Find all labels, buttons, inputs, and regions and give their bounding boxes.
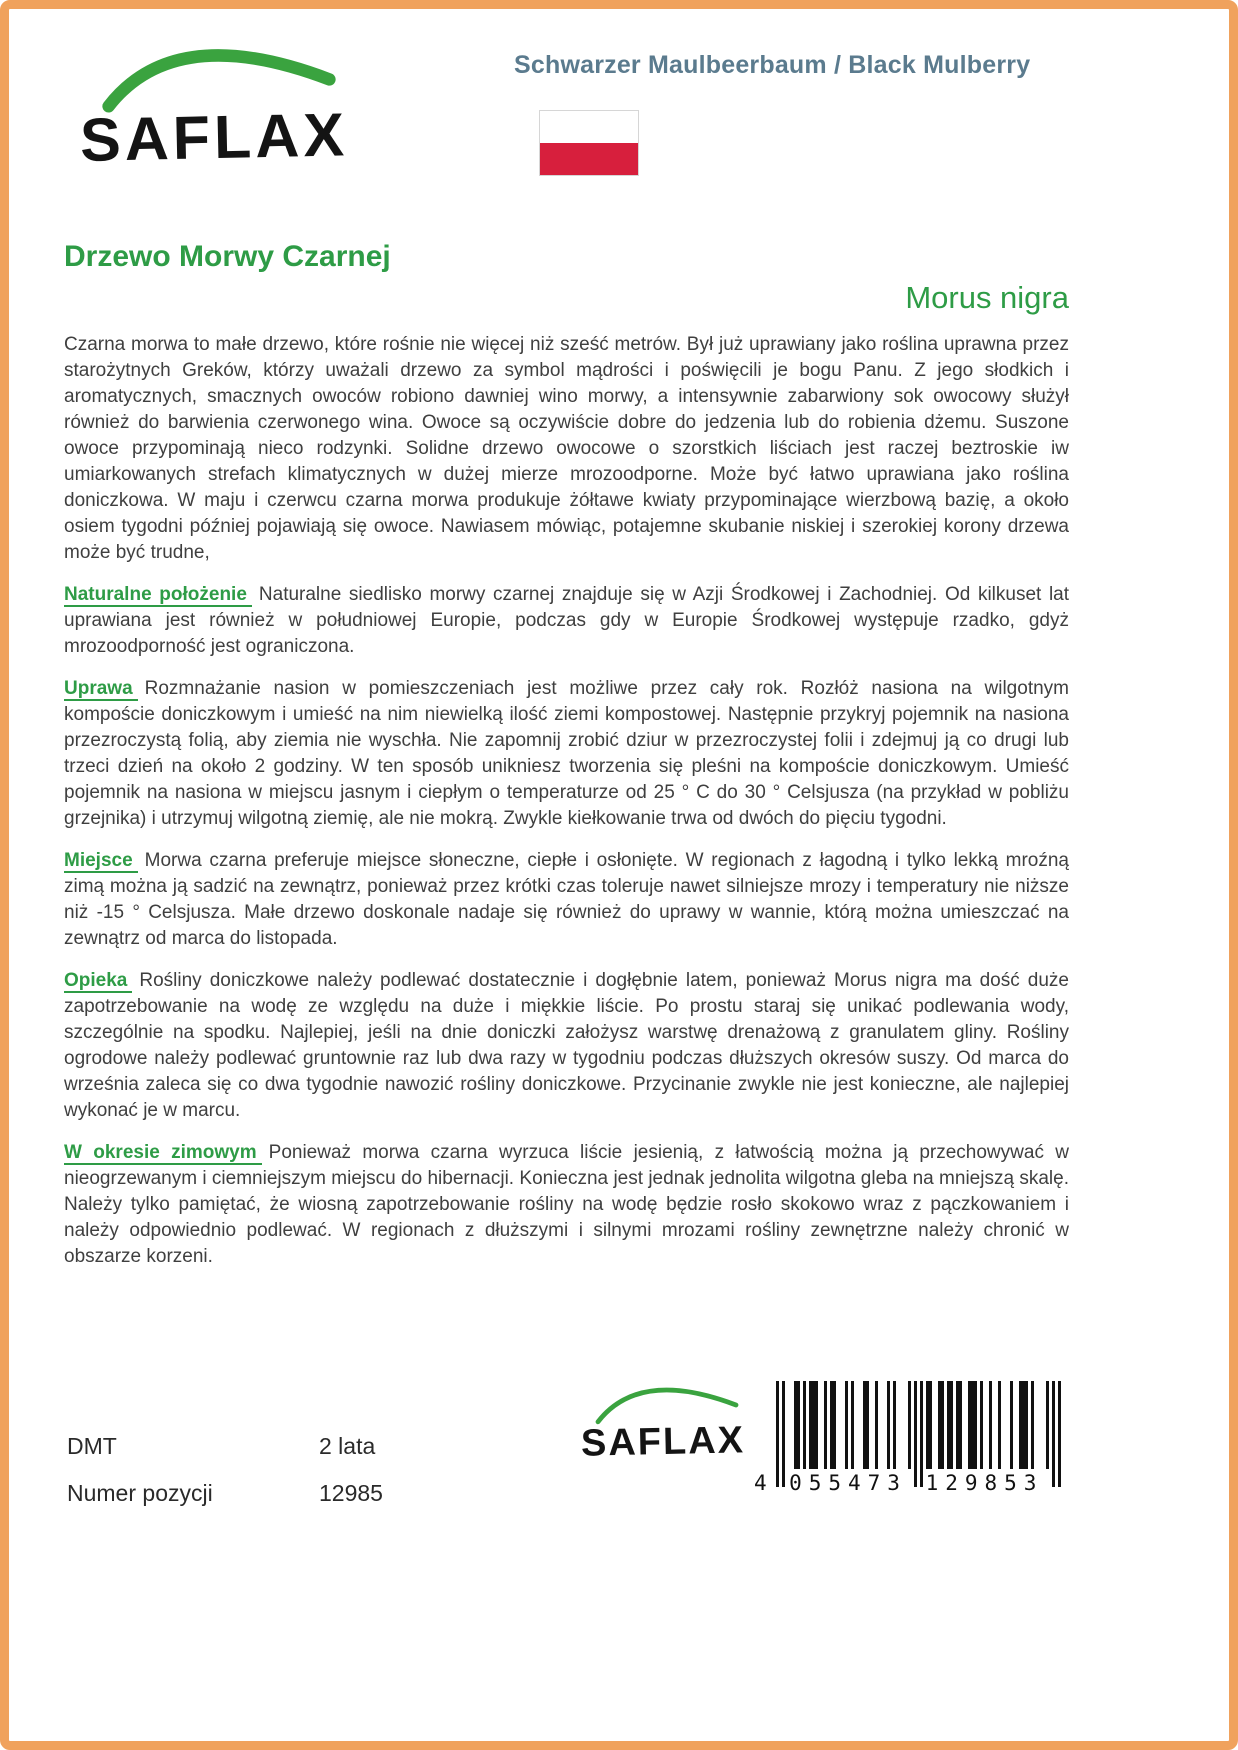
poland-flag [539, 110, 639, 176]
section-heading: Miejsce [64, 850, 138, 873]
header [64, 37, 1229, 176]
intro-paragraph: Czarna morwa to małe drzewo, które rośnie nie więcej niż sześć metrów. Był już uprawiany jako roślina uprawna przez starożytnych Greków, którzy uważali drzewo za symbol mądrości i poświęcili je bogu Panu. Z jego słodkich i aromatycznych, smacznych owoców robiono dawniej wino morwy, a intensywnie zabarwiony sok owocowy służył również do barwienia czerwonego wina. Owoce są oczywiście dobre do jedzenia lub do robienia dżemu. Suszone owoce przypominają nieco rodzynki. Solidne drzewo owocowe o szorstkich liściach jest raczej beztroskie iw umiarkowanych strefach klimatycznych w dużej mierze mrozoodporne. Może być łatwo uprawiana jako roślina doniczkowa. W maju i czerwcu czarna morwa produkuje żółtawe kwiaty przypominające wierzbową bazię, a około osiem tygodni później pojawiają się owoce. Nawiasem mówiąc, potajemne skubanie niskiej i szerokiej korony drzewa może być trudne, [64, 334, 1069, 563]
section-paragraph [64, 582, 1069, 660]
brand-name: SAFLAX [580, 1419, 746, 1465]
section-paragraph [64, 848, 1069, 952]
product-title: Schwarzer Maulbeerbaum / Black Mulberry [514, 51, 1031, 79]
section-paragraph [64, 676, 1069, 832]
section-heading: Uprawa [64, 678, 138, 701]
latin-name: Morus nigra [905, 280, 1069, 315]
flag-red-stripe [540, 143, 638, 175]
section-text: Naturalne siedlisko morwy czarnej znajduje się w Azji Środkowej i Zachodniej. Od kilkuset lat uprawiana jest również w południowej Europie, podczas gdy w Europie Środkowej występuje rzadko, gdyż mrozoodporność jest ograniczona. [64, 584, 1070, 657]
section-text: Ponieważ morwa czarna wyrzuca liście jesienią, z łatwością można ją przechowywać w nieogrzewanym i ciemniejszym miejscu do hibernacji. Konieczna jest jednak jednolita wilgotna gleba na mniejszą skalę. Należy tylko pamiętać, że wiosną zapotrzebowanie rośliny na wodę będzie rosło skokowo wraz z pączkowaniem i należy odpowiednio podlewać. W regionach z dłuższymi i silnymi mrozami rośliny zewnętrzne należy chronić w obszarze korzeni. [64, 1142, 1069, 1267]
footer-meta [67, 1433, 383, 1527]
barcode-digit-first: 4 [754, 1471, 767, 1495]
page-title: Drzewo Morwy Czarnej [64, 240, 391, 273]
section-heading: Naturalne położenie [64, 584, 252, 607]
section-paragraph [64, 968, 1069, 1124]
section-text: Rośliny doniczkowe należy podlewać dostatecznie i dogłębnie latem, ponieważ Morus nigra ma dość duże zapotrzebowanie na wodę ze względu na duże i miękkie liście. Po prostu staraj się unikać podlewania wody, szczególnie na spodku. Najlepiej, jeśli na dnie doniczki założysz warstwę drenażową z granulatem gliny. Rośliny ogrodowe należy podlewać gruntownie raz lub dwa razy w tygodniu podczas dłuższych okresów suszy. Od marca do września zaleca się co dwa tygodnie nawozić rośliny doniczkowe. Przycinanie zwykle nie jest konieczne, ale najlepiej wykonać je w marcu. [64, 970, 1069, 1121]
dmt-row [67, 1433, 383, 1459]
item-number-row [67, 1480, 383, 1506]
footer-brand-logo [579, 1381, 746, 1465]
section-text: Morwa czarna preferuje miejsce słoneczne, ciepłe i osłonięte. W regionach z łagodną i tylko lekką mroźną zimą można ją sadzić na zewnątrz, ponieważ przez krótki czas toleruje nawet silniejsze mrozy i temperatury nie niższe niż -15 ° Celsjusza. Małe drzewo doskonale nadaje się również do uprawy w wannie, którą można umieszczać na zewnątrz od marca do listopada. [64, 850, 1069, 949]
header-right [364, 37, 1229, 176]
dmt-value: 2 lata [319, 1433, 376, 1459]
section-heading: Opieka [64, 970, 132, 993]
barcode-digits-right: 129853 [925, 1471, 1044, 1495]
brand-name: SAFLAX [79, 100, 349, 174]
main-content [64, 240, 1069, 1270]
flag-white-stripe [540, 111, 638, 143]
barcode-digits-left: 055473 [789, 1471, 907, 1495]
section-text: Rozmnażanie nasion w pomieszczeniach jest możliwe przez cały rok. Rozłóż nasiona na wilgotnym kompoście doniczkowym i umieść na nim niewielką ilość ziemi kompostowej. Następnie przykryj pojemnik na nasiona przezroczystą folią, aby ziemia nie wyschła. Nie zapomnij zrobić dziur w przezroczystej folii i zdejmuj ją co drugi lub trzeci dzień na około 2 godziny. W ten sposób unikniesz tworzenia się pleśni na kompoście doniczkowym. Umieść pojemnik na nasiona w miejscu jasnym i ciepłym o temperaturze od 25 ° C do 30 ° Celsjusza (na przykład w pobliżu grzejnika) i utrzymuj wilgotną ziemię, ale nie mokrą. Zwykle kiełkowanie trwa od dwóch do pięciu tygodni. [64, 678, 1069, 829]
brand-logo [64, 37, 364, 174]
item-number-value: 12985 [319, 1480, 383, 1506]
section-heading: W okresie zimowym [64, 1142, 262, 1165]
dmt-label: DMT [67, 1433, 117, 1459]
section-paragraph [64, 1140, 1069, 1270]
ean13-barcode [754, 1381, 1064, 1513]
item-number-label: Numer pozycji [67, 1480, 213, 1506]
